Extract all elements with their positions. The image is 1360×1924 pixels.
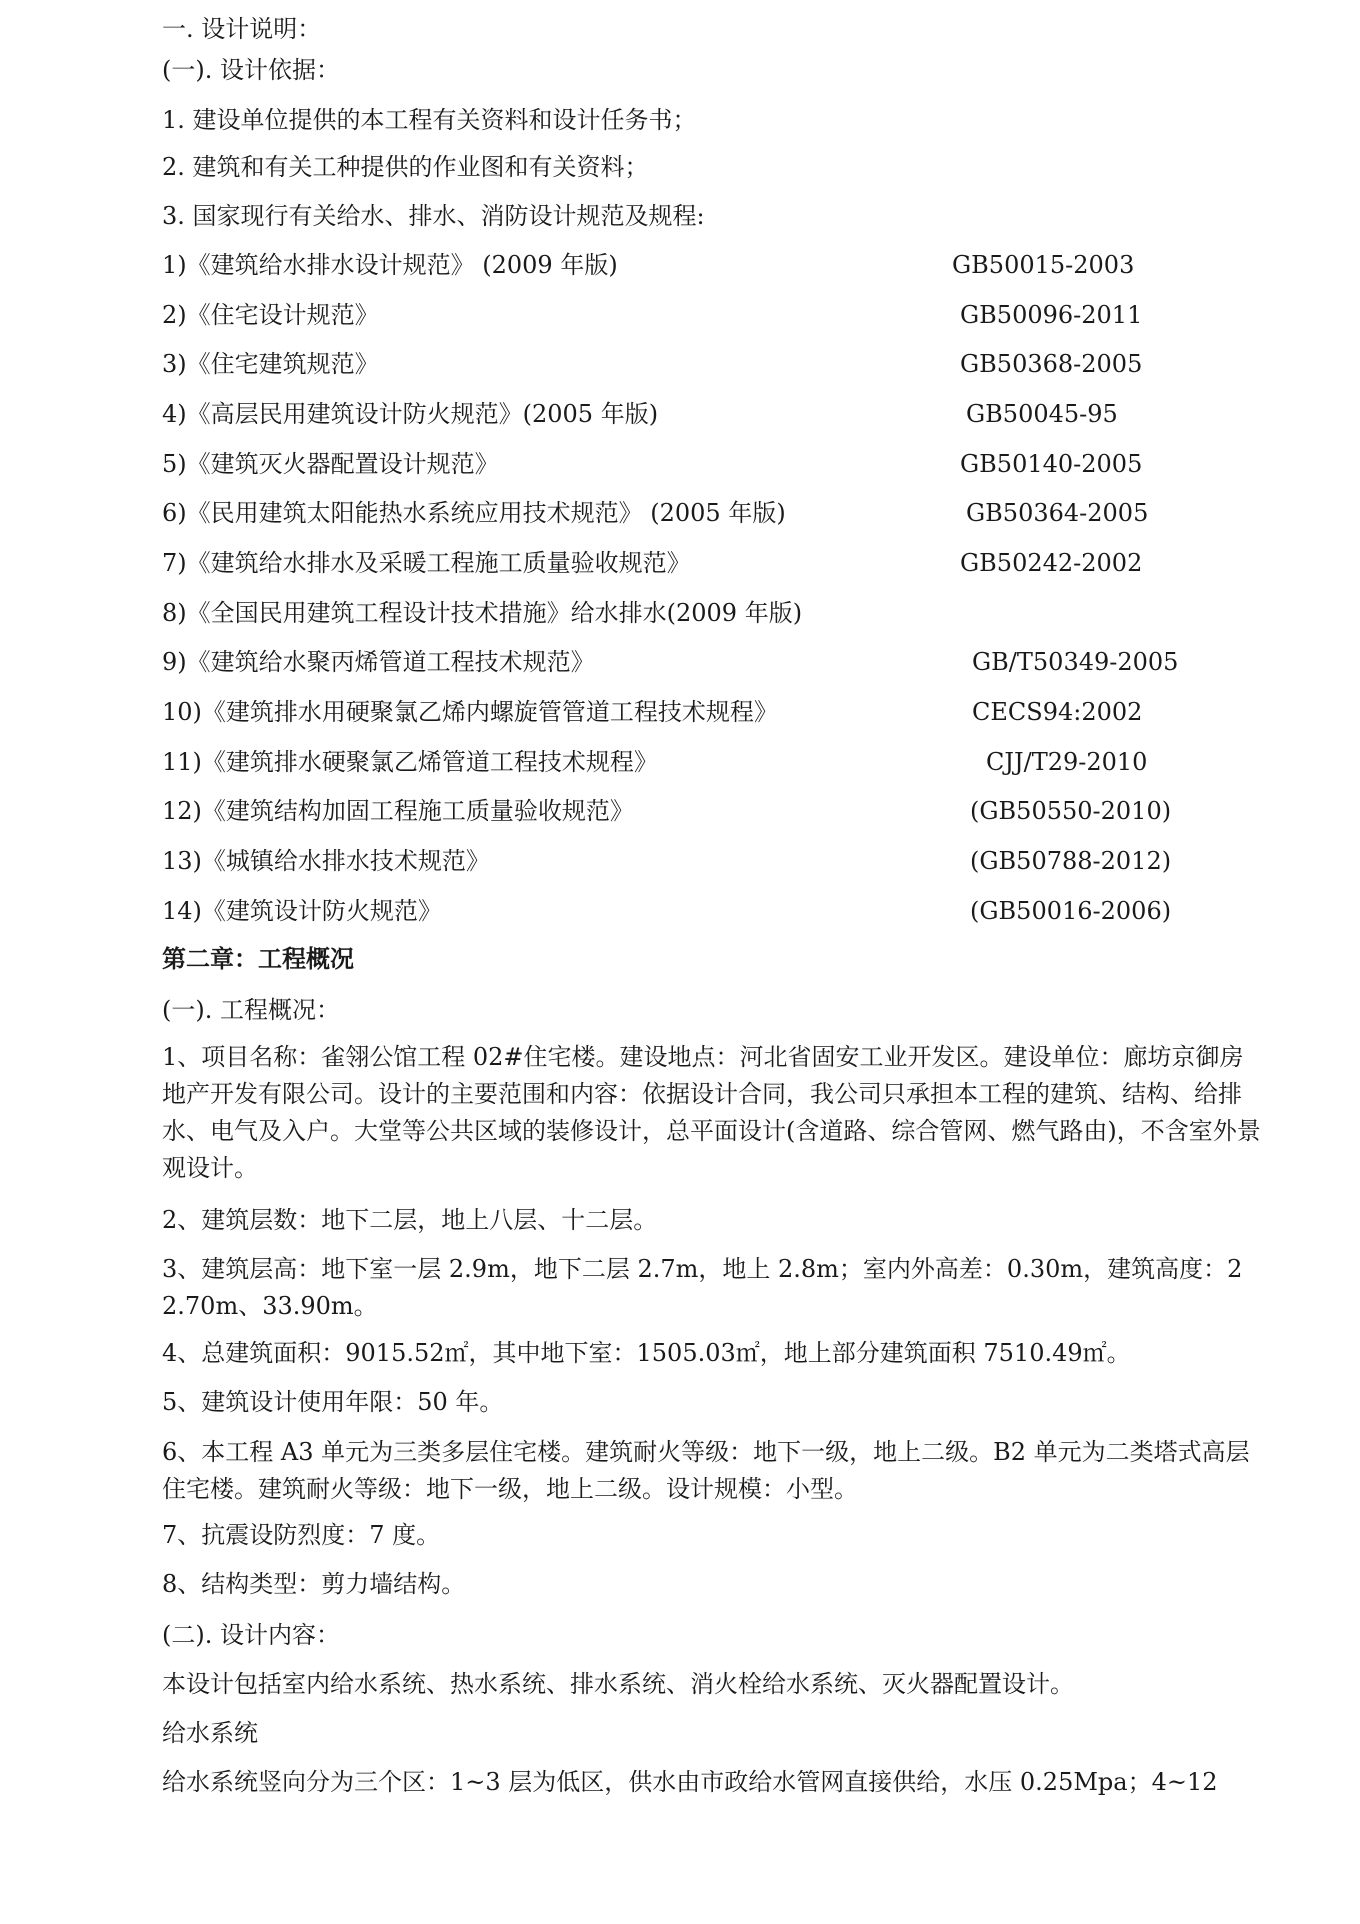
water-system-heading: 给水系统 bbox=[162, 1719, 258, 1747]
basis-item: 2. 建筑和有关工种提供的作业图和有关资料； bbox=[162, 153, 649, 181]
reference-title: 8)《全国民用建筑工程设计技术措施》给水排水(2009 年版) bbox=[162, 599, 803, 627]
overview-item: 2、建筑层数：地下二层，地上八层、十二层。 bbox=[162, 1206, 658, 1234]
reference-title: 2)《住宅设计规范》 bbox=[162, 301, 379, 329]
reference-title: 3)《住宅建筑规范》 bbox=[162, 350, 379, 378]
basis-item: 1. 建设单位提供的本工程有关资料和设计任务书； bbox=[162, 106, 697, 134]
reference-title: 10)《建筑排水用硬聚氯乙烯内螺旋管管道工程技术规程》 bbox=[162, 698, 778, 726]
overview-item: 1、项目名称：雀翎公馆工程 02#住宅楼。建设地点：河北省固安工业开发区。建设单位：廊坊京御房地产开发有限公司。设计的主要范围和内容：依据设计合同，我公司只承担本工程的建筑、结构、给排水、电气及入户。大堂等公共区域的装修设计，总平面设计(含道路、综合管网、燃气路由)，不含室外景观设计。 bbox=[162, 1043, 1261, 1182]
overview-item: 6、本工程 A3 单元为三类多层住宅楼。建筑耐火等级：地下一级，地上二级。B2 单元为二类塔式高层住宅楼。建筑耐火等级：地下一级，地上二级。设计规模：小型。 bbox=[162, 1438, 1250, 1503]
overview-item: 3、建筑层高：地下室一层 2.9m，地下二层 2.7m，地上 2.8m；室内外高差：0.30m，建筑高度：22.70m、33.90m。 bbox=[162, 1255, 1243, 1320]
reference-title: 1)《建筑给水排水设计规范》 (2009 年版) bbox=[162, 251, 618, 279]
design-content-text: 本设计包括室内给水系统、热水系统、排水系统、消火栓给水系统、灭火器配置设计。 bbox=[162, 1670, 1074, 1698]
reference-code: GB50045-95 bbox=[966, 400, 1118, 428]
reference-code: GB50096-2011 bbox=[960, 301, 1143, 329]
reference-code: CJJ/T29-2010 bbox=[986, 748, 1148, 776]
overview-item: 5、建筑设计使用年限：50 年。 bbox=[162, 1388, 504, 1416]
reference-code: GB50368-2005 bbox=[960, 350, 1143, 378]
reference-title: 7)《建筑给水排水及采暖工程施工质量验收规范》 bbox=[162, 549, 691, 577]
reference-code: GB50242-2002 bbox=[960, 549, 1143, 577]
reference-title: 12)《建筑结构加固工程施工质量验收规范》 bbox=[162, 797, 634, 825]
reference-code: (GB50550-2010) bbox=[970, 797, 1172, 825]
reference-title: 9)《建筑给水聚丙烯管道工程技术规范》 bbox=[162, 648, 595, 676]
reference-title: 4)《高层民用建筑设计防火规范》(2005 年版) bbox=[162, 400, 659, 428]
water-system-text: 给水系统竖向分为三个区：1~3 层为低区，供水由市政给水管网直接供给，水压 0.25Mpa；4~12 bbox=[162, 1768, 1218, 1796]
reference-title: 5)《建筑灭火器配置设计规范》 bbox=[162, 450, 499, 478]
subheading-design-content: (二). 设计内容： bbox=[162, 1621, 340, 1649]
reference-code: (GB50788-2012) bbox=[970, 847, 1172, 875]
reference-title: 13)《城镇给水排水技术规范》 bbox=[162, 847, 490, 875]
section-heading-design-notes: 一. 设计说明： bbox=[162, 15, 322, 43]
reference-code: (GB50016-2006) bbox=[970, 897, 1172, 925]
reference-code: CECS94:2002 bbox=[972, 698, 1143, 726]
reference-title: 6)《民用建筑太阳能热水系统应用技术规范》 (2005 年版) bbox=[162, 499, 786, 527]
basis-item: 3. 国家现行有关给水、排水、消防设计规范及规程: bbox=[162, 202, 705, 230]
overview-item: 7、抗震设防烈度：7 度。 bbox=[162, 1521, 441, 1549]
reference-code: GB50015-2003 bbox=[952, 251, 1135, 279]
reference-title: 11)《建筑排水硬聚氯乙烯管道工程技术规程》 bbox=[162, 748, 658, 776]
subheading-overview: (一). 工程概况： bbox=[162, 996, 340, 1024]
reference-title: 14)《建筑设计防火规范》 bbox=[162, 897, 442, 925]
overview-item: 4、总建筑面积：9015.52㎡，其中地下室：1505.03㎡，地上部分建筑面积 7510.49㎡。 bbox=[162, 1339, 1131, 1367]
chapter-heading: 第二章：工程概况 bbox=[162, 945, 354, 973]
reference-code: GB50140-2005 bbox=[960, 450, 1143, 478]
subheading-design-basis: (一). 设计依据： bbox=[162, 56, 340, 84]
overview-item: 8、结构类型：剪力墙结构。 bbox=[162, 1570, 466, 1598]
reference-code: GB50364-2005 bbox=[966, 499, 1149, 527]
reference-code: GB/T50349-2005 bbox=[972, 648, 1179, 676]
